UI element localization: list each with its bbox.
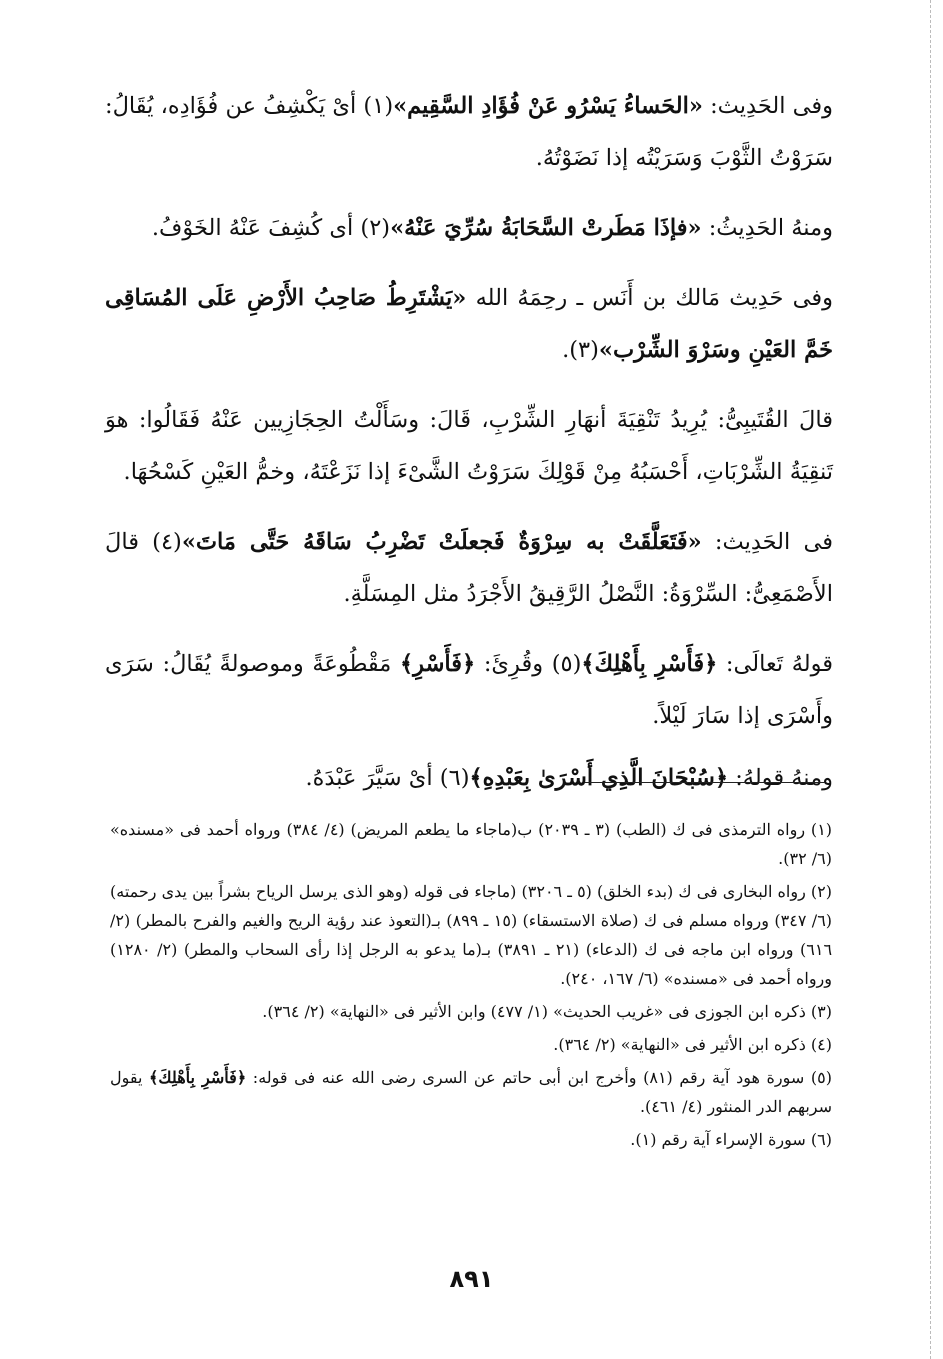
footnote-2: (٢) رواه البخارى فى ك (بدء الخلق) (٥ ـ ٣٢٠٦) (ماجاء فى قوله (وهو الذى يرسل الرياح بشراً بين يدى رحمته) (٦/ ٣٤٧) ورواه مسلم فى ك (صلاة الاستسقاء) (١٥ ـ ٨٩٩) بـ(التعوذ عند رؤية الريح والغيم والفرح بالمطر) (٢/ ٦١٦) ورواه ابن ماجه فى ك (الدعاء) (٢١ ـ ٣٨٩١) بـ(ما يدعو به الرجل إذا رأى السحاب والمطر) (٢/ ١٢٨٠) ورواه أحمد فى «مسنده» (٦/ ١٦٧، ٢٤٠).: [110, 882, 833, 988]
footnote-1: (١) رواه الترمذى فى ك (الطب) (٣ ـ ٢٠٣٩) ب(ماجاء ما يطعم المريض) (٤/ ٣٨٤) ورواه أحمد فى «مسنده» (٦/ ٣٢).: [110, 820, 833, 868]
p3-rest: (٣).: [562, 337, 599, 363]
p3-quote: «يَشْتَرِطُ صَاحِبُ الأَرْضِ عَلَى المُسَاقِى خَمَّ العَيْنِ وسَرْوَ الشِّرْب»: [105, 285, 833, 363]
f5-rest: يقول سربهم الدر المنثور (٤/ ٤٦١).: [110, 1068, 832, 1116]
p2-rest: (٢) أى كُشِفَ عَنْهُ الخَوْفُ.: [151, 215, 391, 241]
p3-lead: وفى حَدِيث مَالك بن أَنَس ـ رحِمَهُ الله: [466, 285, 833, 311]
f5-lead: (٥) سورة هود آية رقم (٨١) وأخرج ابن أبى حاتم عن السرى رضى الله عنه فى قوله:: [246, 1068, 833, 1087]
footnote-separator: [585, 782, 825, 783]
footnote-5: [110, 1063, 832, 1121]
paragraph-2: [105, 202, 833, 254]
p5-hadith: «فَتَعَلَّقَتْ به سِرْوَةٌ فَجعلَتْ تَضْرِبُ سَاقَهُ حَتَّى مَاتَ»: [181, 529, 702, 555]
footnotes: [110, 815, 832, 1158]
p1-hadith: «الحَساءُ يَسْرُو عَنْ فُؤَادِ السَّقِيم»: [393, 93, 703, 119]
p2-lead: ومنهُ الحَدِيثُ:: [701, 215, 833, 241]
p6-mid: (٥) وقُرِئَ:: [475, 651, 582, 677]
p7-lead: ومنهُ قولهُ:: [728, 765, 833, 791]
f5-verse: ﴿فَأَسْرِ بِأَهْلِكَ﴾: [149, 1068, 247, 1087]
footnote-4: (٤) ذكره ابن الأثير فى «النهاية» (٢/ ٣٦٤).: [553, 1035, 832, 1054]
p6-lead: قولهُ تَعالَى:: [717, 651, 834, 677]
paragraph-1: [105, 80, 833, 184]
main-text: [105, 80, 833, 822]
paragraph-3: [105, 272, 833, 376]
paragraph-5: [105, 516, 833, 620]
paragraph-6: [105, 638, 833, 742]
p5-lead: فى الحَدِيث:: [701, 529, 833, 555]
p1-rest: (١) أىْ يَكْشِفُ عن فُؤَادِه، يُقَالُ: سَرَوْتُ الثَّوْبَ وَسَرَيْتُه إذا نَضَوْتُهُ.: [105, 93, 833, 171]
p5-rest: (٤) قالَ الأَصْمَعِىُّ: السِّرْوَةُ: النَّصْلُ الرَّقِيقُ الأَجْرَدُ مثل المِسَلَّةِ.: [105, 529, 833, 607]
p7-rest: (٦) أىْ سَيَّرَ عَبْدَهُ.: [305, 765, 470, 791]
paragraph-7: [105, 752, 833, 804]
p6-rest: مَقْطُوعَةً وموصولةً يُقَالُ: سَرَى وأَسْرَى إذا سَارَ لَيْلاً.: [105, 651, 833, 729]
p2-hadith: «فإذَا مَطَرتْ السَّحَابَةُ سُرِّيَ عَنْهُ»: [390, 215, 702, 241]
paragraph-4: قالَ القُتَيبِىُّ: يُرِيدُ تَنْقِيَةَ أنهَارِ الشِّرْبِ، قَالَ: وسَأَلْتُ الحِجَازِيين عَنْهُ فَقَالُوا: هوَ تَنقِيَةُ الشِّرْبَاتِ، أَحْسَبُهُ مِنْ قَوْلِكَ سَرَوْتُ الشَّىْءَ إذا نَزَعْتَهُ، وخمُّ العَيْنِ كَسْحُهَا.: [105, 407, 833, 485]
p6-verse-word: ﴿فَأَسْرِ﴾: [399, 651, 476, 677]
p6-verse: ﴿فَأَسْرِ بِأَهْلِكَ﴾: [581, 651, 718, 677]
page-number: ٨٩١: [449, 1265, 494, 1293]
footnote-6: (٦) سورة الإسراء آية رقم (١).: [630, 1130, 832, 1149]
p1-lead: وفى الحَدِيث:: [702, 93, 833, 119]
p7-verse: ﴿سُبْحَانَ الَّذِي أَسْرَىٰ بِعَبْدِهِ﴾: [469, 765, 729, 791]
margin-dotted-line: [930, 0, 931, 1359]
footnote-3: (٣) ذكره ابن الجوزى فى «غريب الحديث» (١/ ٤٧٧) وابن الأثير فى «النهاية» (٢/ ٣٦٤).: [262, 1002, 832, 1021]
